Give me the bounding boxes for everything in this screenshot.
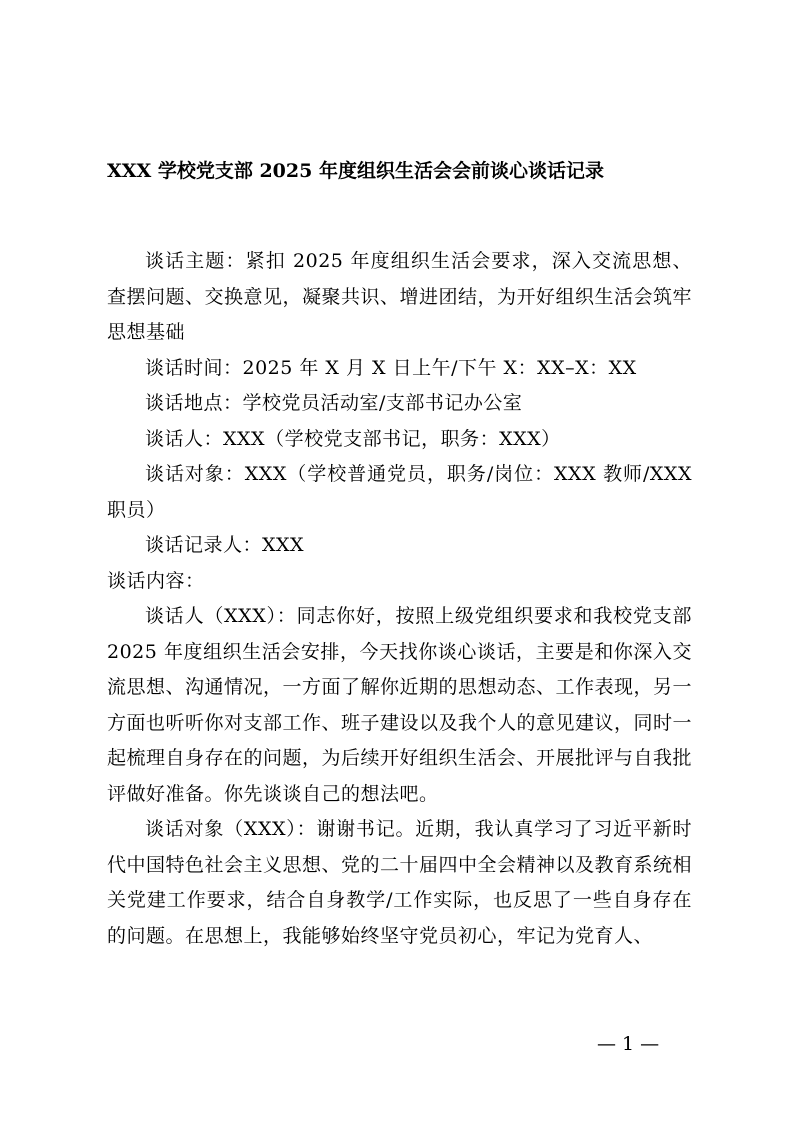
paragraph-interviewee-speech: 谈话对象（XXX）：谢谢书记。近期，我认真学习了习近平新时代中国特色社会主义思想、党的二十届四中全会精神以及教育系统相关党建工作要求，结合自身教学/工作实际，也反思了一些自身存在的问题。在思想上，我能够始终坚守党员初心，牢记为党育人、 bbox=[107, 818, 693, 947]
paragraph-time: 谈话时间：2025 年 X 月 X 日上午/下午 X：XX–X：XX bbox=[145, 356, 637, 379]
paragraph-interviewer-speech: 谈话人（XXX）：同志你好，按照上级党组织要求和我校党支部 2025 年度组织生活会安排，今天找你谈心谈话，主要是和你深入交流思想、沟通情况，一方面了解你近期的思想动态、工作表现，另一方面也听听你对支部工作、班子建设以及我个人的意见建议，同时一起梳理自身存在的问题，为后续开好组织生活会、开展批评与自我批评做好准备。你先谈谈自己的想法吧。 bbox=[107, 605, 693, 805]
paragraph-topic: 谈话主题：紧扣 2025 年度组织生活会要求，深入交流思想、查摆问题、交换意见，凝聚共识、增进团结，为开好组织生活会筑牢思想基础 bbox=[107, 250, 693, 343]
paragraph-content-heading: 谈话内容： bbox=[107, 569, 205, 592]
document-title: XXX 学校党支部 2025 年度组织生活会会前谈心谈话记录 bbox=[107, 160, 604, 182]
page-number: — 1 — bbox=[597, 1033, 660, 1055]
paragraph-interviewer: 谈话人：XXX（学校党支部书记，职务：XXX） bbox=[145, 427, 561, 450]
paragraph-location: 谈话地点：学校党员活动室/支部书记办公室 bbox=[145, 392, 523, 414]
paragraph-interviewee: 谈话对象：XXX（学校普通党员，职务/岗位：XXX 教师/XXX 职员） bbox=[107, 463, 692, 521]
paragraph-recorder: 谈话记录人：XXX bbox=[145, 534, 305, 556]
document-body bbox=[107, 244, 692, 954]
